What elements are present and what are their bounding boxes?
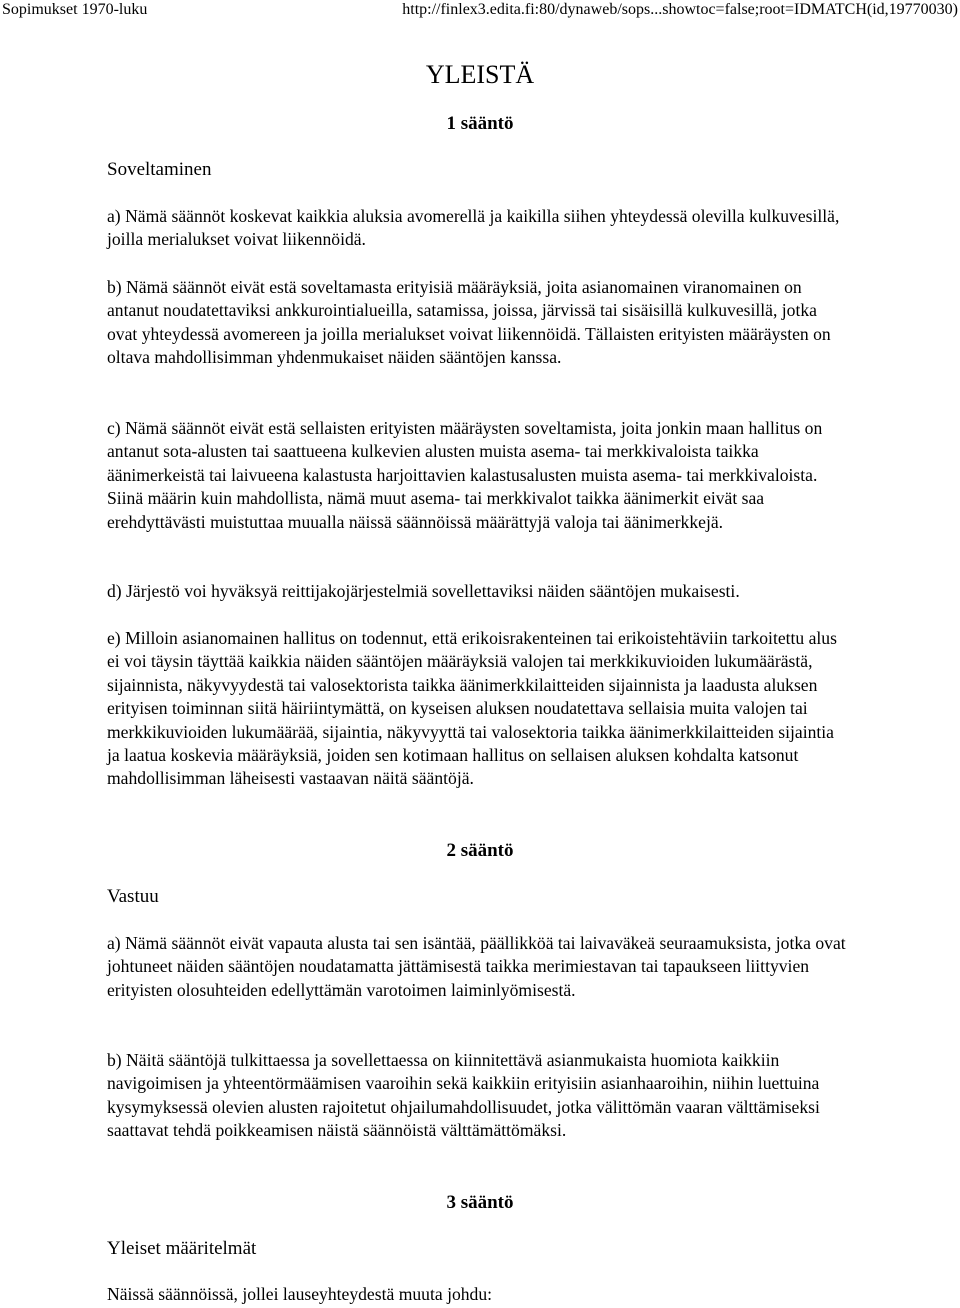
rule-1-side-heading: Soveltaminen (107, 159, 212, 180)
rule-1-paragraph-b: b) Nämä säännöt eivät estä soveltamasta erityisiä määräyksiä, joita asianomainen viranomainen on antanut noudatettaviksi ankkurointialueilla, satamissa, joissa, järvissä tai sisäisillä kulkuvesillä, jotka ovat yhteydessä avomereen ja joilla merialukset voivat liikennöidä. Tällaisten erityisten määräysten on oltava mahdollisimman yhdenmukaiset näiden sääntöjen kanssa. (107, 277, 831, 368)
rule-1-heading: 1 sääntö (446, 113, 514, 134)
rule-3-intro: Näissä säännöissä, jollei lauseyhteydestä muuta johdu: (107, 1284, 493, 1304)
browser-header-title: Sopimukset 1970-luku (2, 1, 148, 18)
rule-3-heading: 3 sääntö (446, 1192, 514, 1213)
rule-2-paragraph-b: b) Näitä sääntöjä tulkittaessa ja sovellettaessa on kiinnitettävä asianmukaista huomiota kaikkiin navigoimisen ja yhteentörmäämisen vaaroihin sekä kaikkiin erityisiin asianhaaroihin, niihin luettuina kysymyksessä olevien alusten rajoitetut ohjailumahdollisuudet, jotka välittömän vaaran välttämiseksi saattavat tehdä poikkeamisen näistä säännöistä välttämättömäksi. (107, 1050, 820, 1141)
rule-1-paragraph-c: c) Nämä säännöt eivät estä sellaisten erityisten määräysten soveltamista, joita jonkin maan hallitus on antanut sota-alusten tai saattueena kulkevien alusten muista asema- tai merkkivaloista taikka äänimerkeistä tai laivueena kalastusta harjoittavien kalastusalusten muista asema- tai merkkivaloista. Siinä määrin kuin mahdollista, nämä muut asema- tai merkkivalot taikka äänimerkit eivät saa erehdyttävästi muistuttaa muualla näissä säännöissä määrättyjä valoja tai äänimerkkejä. (107, 418, 823, 532)
rule-2-side-heading: Vastuu (107, 886, 159, 907)
rule-2-paragraph-a: a) Nämä säännöt eivät vapauta alusta tai sen isäntää, päällikköä tai laivaväkeä seuraamuksista, jotka ovat johtuneet näiden sääntöjen noudatamatta jättämisestä taikka merimiestavan tai tapaukseen liittyvien erityisten olosuhteiden edellyttämän varotoimen laiminlyömisestä. (107, 933, 846, 1000)
rule-2-heading: 2 sääntö (446, 840, 514, 861)
rule-1-paragraph-d: d) Järjestö voi hyväksyä reittijakojärjestelmiä sovellettaviksi näiden sääntöjen mukaisesti. (107, 581, 740, 601)
browser-header-url: http://finlex3.edita.fi:80/dynaweb/sops...showtoc=false;root=IDMATCH(id,19770030) (402, 1, 958, 18)
rule-3-side-heading: Yleiset määritelmät (107, 1238, 257, 1259)
rule-1-paragraph-e: e) Milloin asianomainen hallitus on todennut, että erikoisrakenteinen tai erikoistehtäviin tarkoitettu alus ei voi täysin täyttää kaikkia näiden sääntöjen määräyksiä valojen tai merkkikuvioiden lukumäärästä, sijainnista, näkyvyydestä tai valosektorista taikka äänimerkkilaitteiden sijainnista ja laadusta aluksen erityisen toiminnan siitä häiriintymättä, on kyseisen aluksen noudatettava sellaisia muita valojen tai merkkikuvioiden lukumäärää, sijaintia, näkyvyyttä tai valosektoria taikka äänimerkkilaitteiden sijaintia ja laatua koskevia määräyksiä, joiden sen kotimaan hallitus on sellaisen aluksen kohdalta katsonut mahdollisimman läheisesti vastaavan näitä sääntöjä. (107, 628, 837, 789)
section-title: YLEISTÄ (425, 60, 535, 89)
rule-1-paragraph-a: a) Nämä säännöt koskevat kaikkia aluksia avomerellä ja kaikilla siihen yhteydessä olevilla kulkuvesillä, joilla merialukset voivat liikennöidä. (107, 206, 840, 250)
